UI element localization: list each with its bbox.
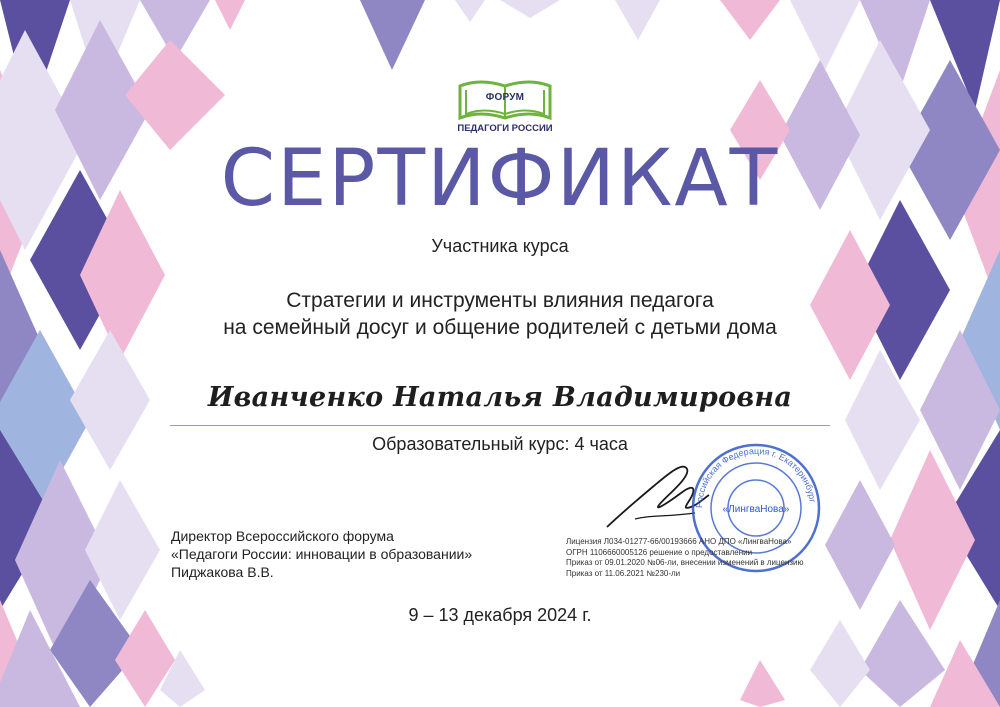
director-line: «Педагоги России: инновации в образовании» bbox=[171, 546, 473, 562]
course-title-line: на семейный досуг и общение родителей с детьми дома bbox=[223, 316, 777, 339]
license-block bbox=[566, 537, 804, 579]
course-title-line: Стратегии и инструменты влияния педагога bbox=[286, 289, 714, 312]
logo-tagline: ПЕДАГОГИ РОССИИ bbox=[457, 123, 553, 134]
course-hours: Образовательный курс: 4 часа bbox=[372, 434, 628, 454]
director-line: Директор Всероссийского форума bbox=[171, 528, 394, 544]
recipient-name: Иванченко Наталья Владимировна bbox=[207, 382, 793, 413]
director-line: Пиджакова В.В. bbox=[171, 564, 274, 580]
certificate-title: СЕРТИФИКАТ bbox=[220, 134, 780, 224]
stamp-ring-text: Российская Федерация г. Екатеринбург bbox=[693, 445, 818, 509]
name-underline bbox=[170, 425, 830, 426]
stamp-center-text: «ЛингваНова» bbox=[722, 504, 790, 515]
logo-name: ФОРУМ bbox=[485, 92, 525, 103]
license-line: Приказ от 11.06.2021 №230-ли bbox=[566, 568, 681, 578]
course-dates: 9 – 13 декабря 2024 г. bbox=[408, 605, 592, 625]
course-title bbox=[0, 287, 1000, 341]
forum-logo bbox=[450, 78, 560, 140]
license-line: Приказ от 09.01.2020 №06-ли, внесении изменений в лицензию bbox=[566, 558, 804, 567]
license-line: ОГРН 1106660005126 решение о предоставлении bbox=[566, 547, 753, 557]
certificate-subtitle: Участника курса bbox=[431, 236, 569, 256]
director-block bbox=[171, 527, 472, 581]
license-line: Лицензия Л034-01277-66/00193666 АНО ДПО «ЛингваНова» bbox=[566, 537, 792, 546]
